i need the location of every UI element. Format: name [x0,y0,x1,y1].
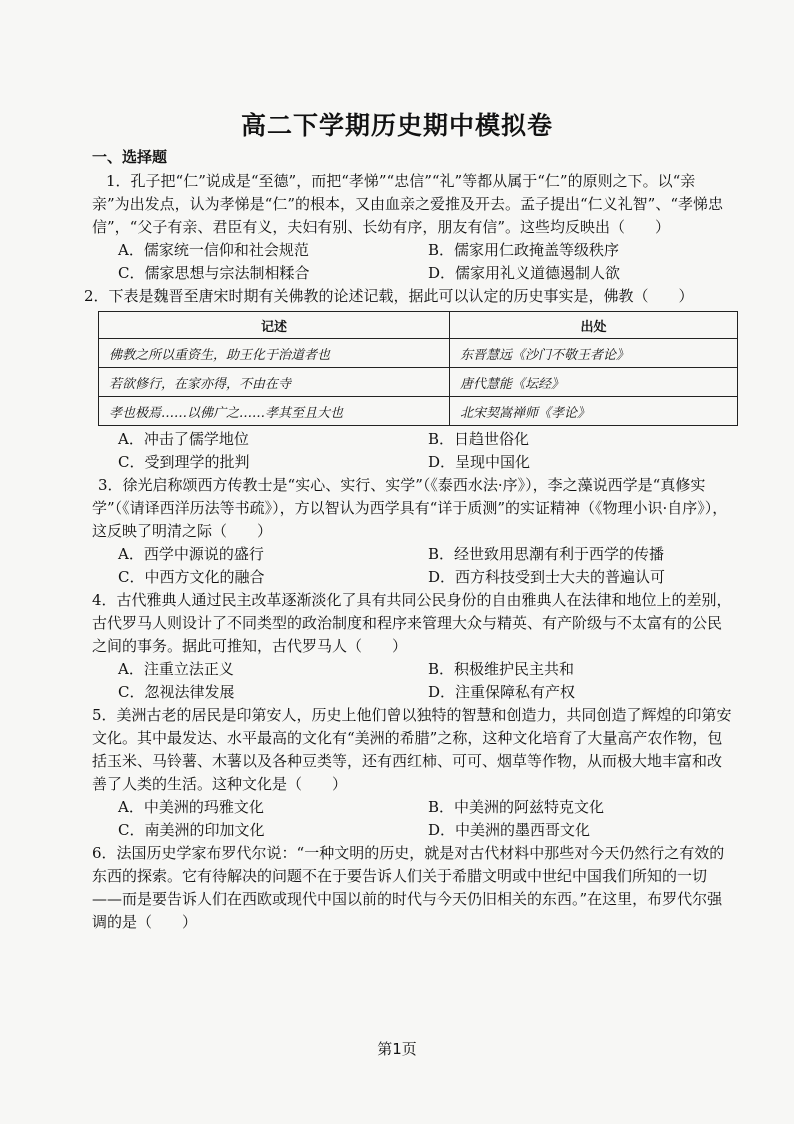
table-row [99,397,738,426]
option-c[interactable]: C．受到理学的批判 [118,453,250,471]
table-cell: 佛教之所以重资生，助王化于治道者也 [99,339,450,368]
option-a[interactable]: A．西学中源说的盛行 [118,545,264,563]
table-row [99,339,738,368]
options [92,543,732,589]
option-c[interactable]: C．中西方文化的融合 [118,568,265,586]
question-stem: 3．徐光启称颂西方传教士是“实心、实行、实学”（《泰西水法·序》），李之藻说西学是“真修实学”（《请译西洋历法等书疏》），方以智认为西学具有“详于质测”的实证精神（《物理小识·自序》），这反映了明清之际（ ） [92,476,728,540]
option-b[interactable]: B．儒家用仁政掩盖等级秩序 [428,241,620,259]
questions-container [84,170,732,934]
question-6 [92,842,732,934]
option-d[interactable]: D．呈现中国化 [428,453,531,471]
option-a[interactable]: A．冲击了儒学地位 [118,430,249,448]
page-title: 高二下学期历史期中模拟卷 [240,111,553,140]
question-1 [92,170,732,285]
options [92,428,732,474]
table-cell: 东晋慧远《沙门不敬王者论》 [450,339,738,368]
table-header-record: 记述 [99,312,450,339]
question-stem: 1．孔子把“仁”说成是“至德”，而把“孝悌”“忠信”“礼”等都从属于“仁”的原则之下。以“亲亲”为出发点，认为孝悌是“仁”的根本，又由血亲之爱推及开去。孟子提出“仁义礼智”、“孝悌忠信”，“父子有亲、君臣有义，夫妇有别、长幼有序，朋友有信”。这些均反映出（ ） [92,172,724,236]
option-b[interactable]: B．日趋世俗化 [428,430,530,448]
option-c[interactable]: C．忽视法律发展 [118,683,235,701]
option-d[interactable]: D．儒家用礼义道德遏制人欲 [428,264,621,282]
option-b[interactable]: B．中美洲的阿兹特克文化 [428,798,605,816]
table-cell: 若欲修行，在家亦得，不由在寺 [99,368,450,397]
source-table [98,311,738,426]
question-3 [92,474,732,589]
question-stem: 6．法国历史学家布罗代尔说：“一种文明的历史，就是对古代材料中那些对今天仍然行之有效的东西的探索。它有待解决的问题不在于要告诉人们关于希腊文明或中世纪中国我们所知的一切——而是要告诉人们在西欧或现代中国以前的时代与今天仍旧相关的东西。”在这里，布罗代尔强调的是（ ） [92,844,725,931]
options [92,796,732,842]
question-4 [92,589,732,704]
option-c[interactable]: C．南美洲的印加文化 [118,821,265,839]
page-number: 第1页 [377,1040,417,1058]
option-b[interactable]: B．经世致用思潮有利于西学的传播 [428,545,665,563]
table-cell: 孝也极焉……以佛广之……孝其至且大也 [99,397,450,426]
question-5 [92,704,732,842]
option-c[interactable]: C．儒家思想与宗法制相糅合 [118,264,310,282]
option-a[interactable]: A．中美洲的玛雅文化 [118,798,264,816]
option-d[interactable]: D．中美洲的墨西哥文化 [428,821,591,839]
table-header-row [99,312,738,339]
table-cell: 唐代慧能《坛经》 [450,368,738,397]
options [92,239,732,285]
question-stem: 4．古代雅典人通过民主改革逐渐淡化了具有共同公民身份的自由雅典人在法律和地位上的差别，古代罗马人则设计了不同类型的政治制度和程序来管理大众与精英、有产阶级与不太富有的公民之间的事务。据此可推知，古代罗马人（ ） [92,591,732,655]
question-2 [84,285,732,474]
options [92,658,732,704]
section-heading: 一、选择题 [92,148,168,166]
option-d[interactable]: D．注重保障私有产权 [428,683,576,701]
table-cell: 北宋契嵩禅师《孝论》 [450,397,738,426]
table-header-source: 出处 [450,312,738,339]
option-d[interactable]: D．西方科技受到士大夫的普遍认可 [428,568,666,586]
option-b[interactable]: B．积极维护民主共和 [428,660,575,678]
question-stem: 2．下表是魏晋至唐宋时期有关佛教的论述记载，据此可以认定的历史事实是，佛教（ ） [84,287,694,305]
option-a[interactable]: A．儒家统一信仰和社会规范 [118,241,309,259]
question-stem: 5．美洲古老的居民是印第安人，历史上他们曾以独特的智慧和创造力，共同创造了辉煌的印第安文化。其中最发达、水平最高的文化有“美洲的希腊”之称，这种文化培育了大量高产农作物，包括玉米、马铃薯、木薯以及各种豆类等，还有西红柿、可可、烟草等作物，从而极大地丰富和改善了人类的生活。这种文化是（ ） [92,706,732,793]
table-row [99,368,738,397]
option-a[interactable]: A．注重立法正义 [118,660,234,678]
